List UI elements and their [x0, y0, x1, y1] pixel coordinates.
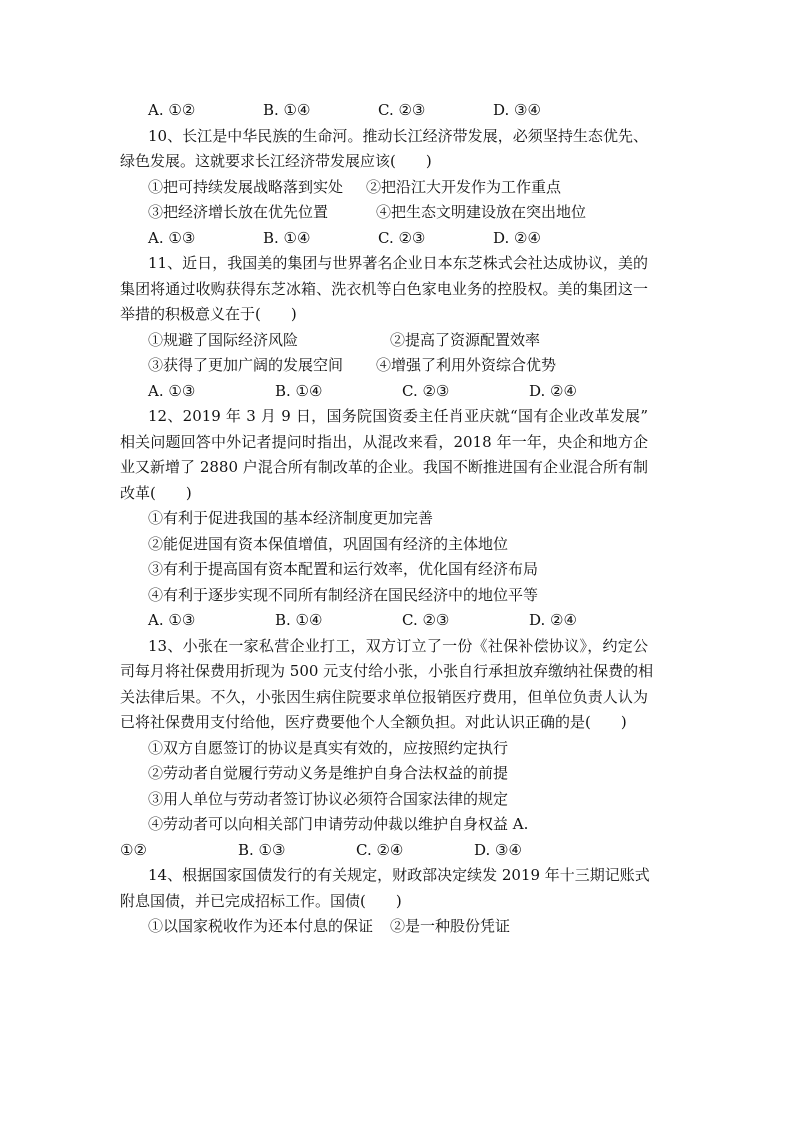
q11-option-b: B. ①④ — [275, 381, 323, 400]
q12-option-a: A. ①③ — [148, 611, 196, 629]
q13-stem-line: 已将社保费用支付给他，医疗费要他个人全额负担。对此认识正确的是( ) — [120, 713, 627, 731]
q13-option-d: D. ③④ — [474, 840, 522, 859]
q10-statements-row — [148, 200, 648, 226]
q11-option-d: D. ②④ — [529, 381, 577, 400]
q10-option-c: C. ②③ — [378, 228, 426, 247]
q10-option-a: A. ①③ — [148, 228, 196, 247]
q12-options — [148, 608, 648, 634]
q13-statement-1: ①双方自愿签订的协议是真实有效的，应按照约定执行 — [148, 738, 509, 757]
q13-statement-2: ②劳动者自觉履行劳动义务是维护自身合法权益的前提 — [148, 764, 509, 782]
q9-option-c: C. ②③ — [378, 101, 426, 119]
q12-stem-line: 12、2019 年 3 月 9 日，国务院国资委主任肖亚庆就“国有企业改革发展” — [148, 407, 648, 425]
q12-option-d: D. ②④ — [529, 611, 577, 629]
q10-statements-row — [148, 175, 648, 201]
question-12 — [120, 404, 648, 634]
q11-stem-line: 举措的积极意义在于( ) — [120, 305, 297, 323]
q11-stem-line: 11、近日，我国美的集团与世界著名企业日本东芝株式会社达成协议，美的 — [148, 254, 648, 272]
q10-option-d: D. ②④ — [493, 228, 541, 247]
q12-option-c: C. ②③ — [402, 611, 450, 629]
q14-statement-2: ②是一种股份凭证 — [390, 917, 511, 935]
q10-statement-4: ④把生态文明建设放在突出地位 — [376, 203, 587, 221]
q11-statements-row — [148, 353, 648, 379]
q12-statement-4: ④有利于逐步实现不同所有制经济在国民经济中的地位平等 — [148, 585, 539, 604]
question-13 — [120, 634, 654, 864]
q9-options — [148, 98, 648, 124]
q14-statements-row — [148, 914, 648, 940]
q11-statement-3: ③获得了更加广阔的发展空间 — [148, 356, 344, 374]
q12-stem-line: 业又新增了 2880 户混合所有制改革的企业。我国不断推进国有企业混合所有制 — [120, 458, 648, 476]
q11-options — [148, 379, 648, 405]
question-11 — [120, 251, 648, 404]
q13-statement-3: ③用人单位与劳动者签订协议必须符合国家法律的规定 — [148, 789, 509, 808]
q13-option-a: ①② — [120, 840, 147, 859]
q11-option-a: A. ①③ — [148, 381, 196, 400]
q11-statement-4: ④增强了利用外资综合优势 — [376, 356, 557, 374]
q12-statement-1: ①有利于促进我国的基本经济制度更加完善 — [148, 509, 434, 527]
q13-option-b: B. ①③ — [238, 840, 286, 859]
q11-statement-1: ①规避了国际经济风险 — [148, 330, 299, 349]
q11-statements-row — [148, 328, 648, 354]
q13-option-c: C. ②④ — [356, 840, 404, 859]
question-10 — [120, 124, 648, 252]
q14-stem-line: 附息国债，并已完成招标工作。国债( ) — [120, 891, 402, 910]
q10-statement-1: ①把可持续发展战略落到实处 — [148, 177, 344, 196]
q12-statement-3: ③有利于提高国有资本配置和运行效率，优化国有经济布局 — [148, 560, 539, 578]
q13-statement-4: ④劳动者可以向相关部门申请劳动仲裁以维护自身权益 A. — [148, 815, 529, 833]
q13-options — [120, 838, 648, 864]
q10-statement-2: ②把沿江大开发作为工作重点 — [366, 177, 562, 196]
q10-statement-3: ③把经济增长放在优先位置 — [148, 203, 329, 221]
question-content — [120, 98, 654, 940]
q10-options — [148, 226, 648, 252]
q10-stem-line: 绿色发展。这就要求长江经济带发展应该( ) — [120, 152, 432, 170]
q14-stem-line: 14、根据国家国债发行的有关规定，财政部决定续发 2019 年十三期记账式 — [148, 866, 650, 884]
q13-stem-line: 司每月将社保费用折现为 500 元支付给小张，小张自行承担放弃缴纳社保费的相 — [120, 662, 654, 680]
q12-option-b: B. ①④ — [275, 611, 323, 629]
q14-statement-1: ①以国家税收作为还本付息的保证 — [148, 917, 374, 935]
question-14 — [120, 863, 650, 940]
q13-stem-line: 13、小张在一家私营企业打工，双方订立了一份《社保补偿协议》，约定公 — [148, 636, 648, 655]
q9-option-d: D. ③④ — [493, 101, 541, 119]
q13-stem-line: 关法律后果。不久，小张因生病住院要求单位报销医疗费用，但单位负责人认为 — [120, 687, 648, 706]
q11-stem-line: 集团将通过收购获得东芝冰箱、洗衣机等白色家电业务的控股权。美的集团这一 — [120, 279, 648, 298]
q12-statement-2: ②能促进国有资本保值增值，巩固国有经济的主体地位 — [148, 534, 509, 553]
q11-option-c: C. ②③ — [402, 381, 450, 400]
q10-option-b: B. ①④ — [263, 228, 311, 247]
q12-stem-line: 相关问题回答中外记者提问时指出，从混改来看，2018 年一年，央企和地方企 — [120, 432, 648, 451]
q9-option-a: A. ①② — [148, 101, 196, 119]
q9-option-b: B. ①④ — [263, 101, 311, 119]
q11-statement-2: ②提高了资源配置效率 — [390, 330, 541, 349]
q12-stem-line: 改革( ) — [120, 483, 192, 502]
q10-stem-line: 10、长江是中华民族的生命河。推动长江经济带发展，必须坚持生态优先、 — [148, 126, 648, 145]
